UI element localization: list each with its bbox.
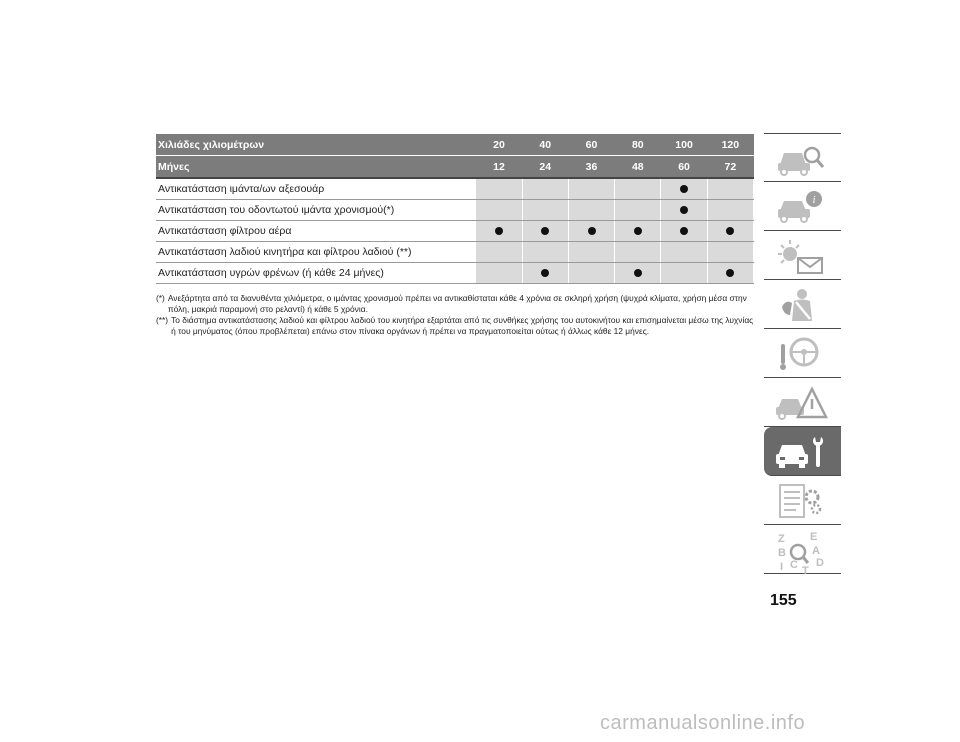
footnote-marker: (*): [156, 293, 165, 303]
interval-dot-icon: [680, 206, 688, 214]
months-value: 24: [522, 156, 568, 179]
km-value: 60: [568, 134, 614, 156]
schedule-row-label: Αντικατάσταση λαδιού κινητήρα και φίλτρου λαδιού (**): [156, 242, 476, 263]
header-months-label: Μήνες: [156, 156, 476, 179]
schedule-cell: [476, 200, 522, 221]
interval-dot-icon: [541, 227, 549, 235]
km-value: 40: [522, 134, 568, 156]
schedule-cell: [707, 242, 753, 263]
schedule-cell: [661, 200, 707, 221]
schedule-cell: [615, 263, 661, 284]
schedule-cell: [661, 242, 707, 263]
nav-chapter-car-info[interactable]: [764, 182, 841, 231]
interval-dot-icon: [634, 227, 642, 235]
schedule-cell: [476, 242, 522, 263]
schedule-cell: [476, 263, 522, 284]
schedule-cell: [568, 221, 614, 242]
car-info-icon: [772, 187, 828, 227]
schedule-cell: [568, 242, 614, 263]
schedule-cell: [476, 221, 522, 242]
nav-chapter-emergency[interactable]: [764, 378, 841, 427]
schedule-row: [156, 263, 754, 284]
nav-chapter-index[interactable]: [764, 525, 841, 574]
schedule-cell: [661, 263, 707, 284]
header-months-row: [156, 156, 754, 179]
schedule-cell: [568, 200, 614, 221]
footnote-marker: (**): [156, 315, 169, 325]
nav-chapter-maintenance[interactable]: [764, 427, 841, 476]
schedule-body: [156, 178, 754, 284]
footnote: [156, 293, 756, 315]
schedule-cell: [707, 263, 753, 284]
svg-text:E: E: [810, 531, 818, 543]
header-km-row: [156, 134, 754, 156]
schedule-cell: [615, 242, 661, 263]
months-value: 72: [707, 156, 753, 179]
schedule-row-label: Αντικατάσταση φίλτρου αέρα: [156, 221, 476, 242]
schedule-cell: [568, 263, 614, 284]
schedule-cell: [568, 178, 614, 200]
car-wrench-icon: [772, 432, 828, 472]
schedule-cell: [615, 178, 661, 200]
schedule-row: [156, 200, 754, 221]
months-value: 36: [568, 156, 614, 179]
months-value: 48: [615, 156, 661, 179]
interval-dot-icon: [680, 227, 688, 235]
schedule-cell: [476, 178, 522, 200]
interval-dot-icon: [634, 269, 642, 277]
schedule-cell: [661, 221, 707, 242]
schedule-row-label: Αντικατάσταση υγρών φρένων (ή κάθε 24 μήνες): [156, 263, 476, 284]
nav-chapter-car-magnifier[interactable]: [764, 133, 841, 182]
svg-text:D: D: [816, 557, 824, 569]
page-number: 155: [770, 592, 797, 609]
svg-text:C: C: [790, 559, 798, 571]
interval-dot-icon: [726, 227, 734, 235]
watermark-text: carmanualsonline.info: [600, 712, 806, 734]
schedule-cell: [522, 242, 568, 263]
car-magnifier-icon: [772, 139, 828, 179]
months-value: 12: [476, 156, 522, 179]
seatbelt-person-icon: [772, 285, 828, 325]
schedule-cell: [522, 200, 568, 221]
schedule-cell: [522, 178, 568, 200]
schedule-cell: [522, 221, 568, 242]
svg-text:T: T: [802, 565, 809, 574]
maintenance-schedule-table: [156, 134, 754, 284]
steering-wheel-key-icon: [772, 334, 828, 374]
schedule-cell: [615, 200, 661, 221]
interval-dot-icon: [680, 185, 688, 193]
chapter-nav: [764, 133, 841, 574]
alphabet-index-icon: [772, 530, 828, 574]
interval-dot-icon: [588, 227, 596, 235]
warning-light-envelope-icon: [772, 236, 828, 276]
svg-text:I: I: [780, 561, 784, 573]
km-value: 80: [615, 134, 661, 156]
nav-chapter-technical-data[interactable]: [764, 476, 841, 525]
nav-chapter-driving[interactable]: [764, 329, 841, 378]
svg-text:B: B: [778, 547, 786, 559]
months-value: 60: [661, 156, 707, 179]
schedule-row: [156, 178, 754, 200]
svg-text:A: A: [812, 545, 820, 557]
schedule-cell: [615, 221, 661, 242]
schedule-cell: [522, 263, 568, 284]
schedule-cell: [707, 200, 753, 221]
svg-text:i: i: [812, 194, 816, 206]
interval-dot-icon: [726, 269, 734, 277]
schedule-row: [156, 221, 754, 242]
interval-dot-icon: [541, 269, 549, 277]
footnote-text: Το διάστημα αντικατάστασης λαδιού και φίλτρου λαδιού του κινητήρα εξαρτάται από τις συνθήκες χρήσης του αυτοκινήτου και επισημαίνεται μέσω της λυχνίας ή του μηνύματος (όπου προβλέπεται) επάνω στον πίνακα οργάνων ή πρέπει να πραγματοποιείται ούτως ή άλλως κάθε 12 μήνες.: [171, 315, 754, 336]
schedule-row: [156, 242, 754, 263]
footnotes: [156, 293, 756, 337]
schedule-row-label: Αντικατάσταση του οδοντωτού ιμάντα χρονισμού(*): [156, 200, 476, 221]
footnote: [156, 315, 756, 337]
car-breakdown-triangle-icon: [772, 383, 828, 423]
km-value: 120: [707, 134, 753, 156]
header-km-label: Χιλιάδες χιλιομέτρων: [156, 134, 476, 156]
svg-text:Z: Z: [778, 533, 785, 545]
schedule-row-label: Αντικατάσταση ιμάντα/ων αξεσουάρ: [156, 178, 476, 200]
schedule-cell: [707, 178, 753, 200]
nav-chapter-safety[interactable]: [764, 280, 841, 329]
km-value: 20: [476, 134, 522, 156]
schedule-cell: [707, 221, 753, 242]
schedule-cell: [661, 178, 707, 200]
km-value: 100: [661, 134, 707, 156]
nav-chapter-warning-lights[interactable]: [764, 231, 841, 280]
interval-dot-icon: [495, 227, 503, 235]
footnote-text: Ανεξάρτητα από τα διανυθέντα χιλιόμετρα, ο ιμάντας χρονισμού πρέπει να αντικαθίσταται κάθε 4 χρόνια σε σκληρή χρήση (ψυχρά κλίματα, χρήση μέσα στην πόλη, μακριά παραμονή στο ρελαντί) ή κάθε 5 χρόνια.: [167, 293, 747, 314]
document-gear-icon: [772, 481, 828, 521]
